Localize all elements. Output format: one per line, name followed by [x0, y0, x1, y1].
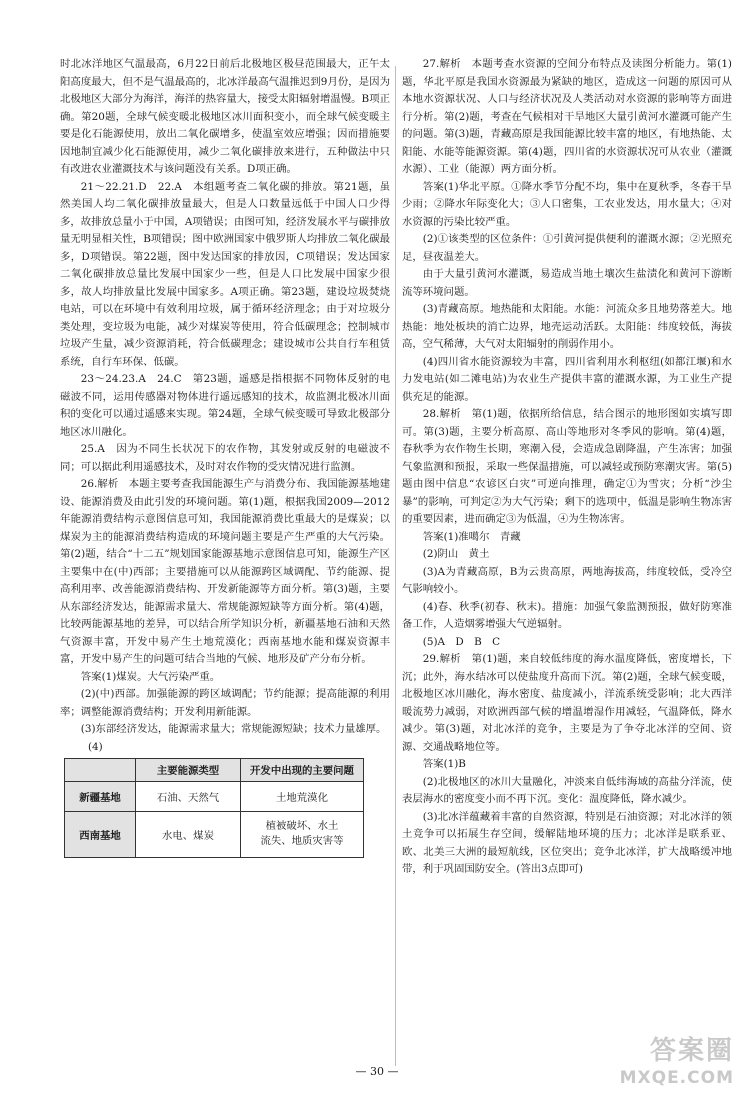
table-label: (4): [88, 740, 103, 753]
paragraph-q21-22: 21～22.21.D 22.A 本组题考查二氧化碳的排放。第21题，虽然美国人均二氧化碳排放量最大，但是人口数量远低于中国人口少得多，故排放总量小于中国，A项错误；由图可知，经济发展水平与碳排放量无明显相关性，B项错误；图中欧洲国家中俄罗斯人均排放二氧化碳最多，D项错误。第22题，图中发达国家的排放因，C项错误；发达国家二氧化碳排放总量比发展中国家少一些，但是人口比发展中国家少很多，故人均排放量比发展中国家多。A项正确。第23题，建设垃圾焚烧电站，可以在环境中有效利用垃圾，属于循环经济理念；由于对垃圾分类处理，变垃圾为电能，减少对煤炭等使用，符合低碳理念；控制城市垃圾产生量，减少资源消耗，符合低碳理念；建设城市公共自行车租赁系统，自行车环保、低碳。: [60, 180, 390, 368]
paragraph-q27-analysis: 27.解析 本题考查水资源的空间分布特点及读图分析能力。第(1)题，华北平原是我国水资源最为紧缺的地区，造成这一问题的原因可从本地水资源状况、人口与经济状况及人类活动对水资源的影响等方面进行分析。第(2)题，考查在气候相对干旱地区大量引黄河水灌溉可能产生的问题。第(3)题，青藏高原是我国能源比较丰富的地区，有地热能、太阳能、水能等能源资源。第(4)题，四川省的水资源状况可从农业（灌溉水源）、工业（能源）两方面分析。: [402, 58, 732, 175]
paragraph-q28-analysis: 28.解析 第(1)题，依据所给信息，结合图示的地形图如实填写即可。第(3)题，主要分析高原、高山等地形对冬季风的影响。第(4)题，春秋季为农作物生长期，寒潮入侵，会造成急剧降温，产生冻害；加强气象监测和预报，采取一些保温措施，可以减轻或预防寒潮灾害。第(5)题由图中信息“农谚区白灾”可逆向推理，确定①为雪灾；分析“沙尘暴”的影响，可判定②为大气污染；剩下的选项中，低温是影响生物冻害的重要因素，进而确定③为低温，④为生物冻害。: [402, 408, 732, 525]
answer-27-4: (4)四川省水能资源较为丰富，四川省利用水利枢纽(如都江堰)和水力发电站(如二滩电站)为农业生产提供丰富的灌溉水源，为工业生产提供充足的能源。: [402, 355, 732, 403]
answer-28-5: (5)A D B C: [422, 635, 501, 648]
paragraph-q25: 25.A 因为不同生长状况下的农作物，其发射或反射的电磁波不同；可以据此利用遥感技术，及时对农作物的受灾情况进行监测。: [60, 443, 390, 473]
problem-line: 流失、地质灾害等: [260, 835, 344, 847]
answer-29-3: (3)北冰洋蕴藏着丰富的自然资源，特别是石油资源；对北冰洋的领土竞争可以拓展生存空间，缓解陆地环境的压力；北冰洋是联系亚、欧、北美三大洲的最短航线，区位突出；竞争北冰洋，扩大战略缓冲地带，利于巩固国防安全。(答出3点即可): [402, 810, 732, 875]
answer-28-1: 答案(1)准噶尔 青藏: [422, 530, 521, 543]
answer-27-1: 答案(1)华北平原。①降水季节分配不均，集中在夏秋季，冬春干旱少雨；②降水年际变化大；③人口密集，工农业发达，用水量大；④对水资源的污染比较严重。: [402, 180, 732, 228]
answer-26-1: 答案(1)煤炭。大气污染严重。: [80, 670, 221, 683]
paragraph-q26-analysis: 26.解析 本题主要考查我国能源生产与消费分布、我国能源基地建设、能源消费及由此引发的环境问题。第(1)题，根据我国2009—2012年能源消费结构示意图信息可知，我国能源消费比重最大的是煤炭；以煤炭为主的能源消费结构造成的环境问题主要是产生严重的大气污染。第(2)题，结合“十二五”规划国家能源基地示意图信息可知，能源生产区主要集中在(中)西部；主要措施可以从能源跨区域调配、节约能源、提高利用率、改善能源消费结构、开发新能源等方面分析。第(3)题，主要从东部经济发达，能源需求量大、常规能源短缺等方面分析。第(4)题，比较两能源基地的差异，可以结合所学知识分析，新疆基地石油和天然气资源丰富，开发中易产生土地荒漠化；西南基地水能和煤炭资源丰富，开发中易产生的问题可结合当地的气候、地形及矿产分布分析。: [60, 478, 390, 665]
answer-26-2: (2)(中)西部。加强能源的跨区域调配；节约能源；提高能源的利用率；调整能源消费结构；开发利用新能源。: [60, 688, 390, 718]
answer-28-3: (3)A为青藏高原，B为云贵高原，两地海拔高，纬度较低，受冷空气影响较小。: [402, 565, 732, 595]
paragraph-q23-24: 23～24.23.A 24.C 第23题，遥感是指根据不同物体反射的电磁波不同，运用传感器对物体进行遥远感知的技术，故监测北极冰川面积的变化可以通过遥感来实现。第24题，全球气候变暖可导致北极部分地区冰川融化。: [60, 373, 390, 438]
left-column: [60, 56, 390, 858]
table-cell-energy: 水电、煤炭: [136, 811, 241, 857]
page-number: — 30 —: [355, 1065, 399, 1078]
table-row: [65, 781, 364, 811]
paragraph-q20-continuation: 时北冰洋地区气温最高，6月22日前后北极地区极昼范围最大，正午太阳高度最大，但不是气温最高的，北冰洋最高气温推迟到9月份，是因为北极地区大部分为海洋，海洋的热容量大，接受太阳辐射增温慢。B项正确。第20题，全球气候变暖北极地区冰川面积变小，而全球气候变暖主要是化石能源使用，放出二氧化碳增多，使温室效应增强；因而措施要因地制宜减少化石能源使用，减少二氧化碳排放来进行，五种做法中只有改进农业灌溉技术与该问题没有关系。D项正确。: [60, 58, 390, 175]
energy-base-table: [64, 758, 364, 858]
table-cell-problems: 土地荒漠化: [241, 781, 364, 811]
table-header-problems: 开发中出现的主要问题: [241, 758, 364, 781]
watermark-url: MXQE.COM: [619, 1068, 734, 1088]
right-column: [402, 56, 732, 879]
table-header-energy: 主要能源类型: [136, 758, 241, 781]
answer-26-3: (3)东部经济发达，能源需求量大；常规能源短缺；技术力量雄厚。: [80, 723, 387, 735]
table-cell-base: 西南基地: [65, 811, 136, 857]
answer-27-3: (3)青藏高原。地热能和太阳能。水能：河流众多且地势落差大。地热能：地处板块的消亡边界，地壳运动活跃。太阳能：纬度较低，海拔高，空气稀薄，大气对太阳辐射的削弱作用小。: [402, 303, 732, 350]
answer-28-4: (4)春、秋季(初春、秋末)。措施：加强气象监测预报，做好防寒准备工作，人造烟雾增强大气逆辐射。: [402, 600, 732, 630]
table-header-row: [65, 758, 364, 781]
table-cell-base: 新疆基地: [65, 781, 136, 811]
answer-29-2: (2)北极地区的冰川大量融化，冲淡来自低纬海域的高盐分洋流，使表层海水的密度变小而不再下沉。变化：温度降低，降水减少。: [402, 775, 732, 805]
table-cell-problems: [241, 811, 364, 857]
paragraph-q29-analysis: 29.解析 第(1)题，来自较低纬度的海水温度降低，密度增长，下沉；此外，海水结冰可以使盐度升高而下沉。第(2)题，全球气候变暖，北极地区冰川融化，海水密度、盐度减小，洋流系统受影响；北大西洋暖流势力减弱，对欧洲西部气候的增温增湿作用减轻，气温降低，降水减少。第(3)题，对北冰洋的竞争，主要是为了争夺北冰洋的空间、资源、交通战略地位等。: [402, 653, 732, 753]
problem-line: 植被破坏、水土: [265, 820, 339, 832]
table-cell-energy: 石油、天然气: [136, 781, 241, 811]
watermark-logo: [616, 1030, 734, 1094]
answer-27-2b: 由于大量引黄河水灌溉，易造成当地土壤次生盐渍化和黄河下游断流等环境问题。: [402, 268, 732, 298]
watermark-title: 答案圈: [649, 1036, 734, 1066]
table-header-blank: [65, 758, 136, 781]
answer-27-2: (2)①该类型的区位条件：①引黄河提供便利的灌溉水源；②光照充足，昼夜温差大。: [402, 233, 732, 263]
answer-28-2: (2)阴山 黄土: [422, 548, 490, 560]
answer-29-1: 答案(1)B: [422, 758, 466, 770]
column-divider: [395, 66, 396, 1066]
table-row: [65, 811, 364, 857]
